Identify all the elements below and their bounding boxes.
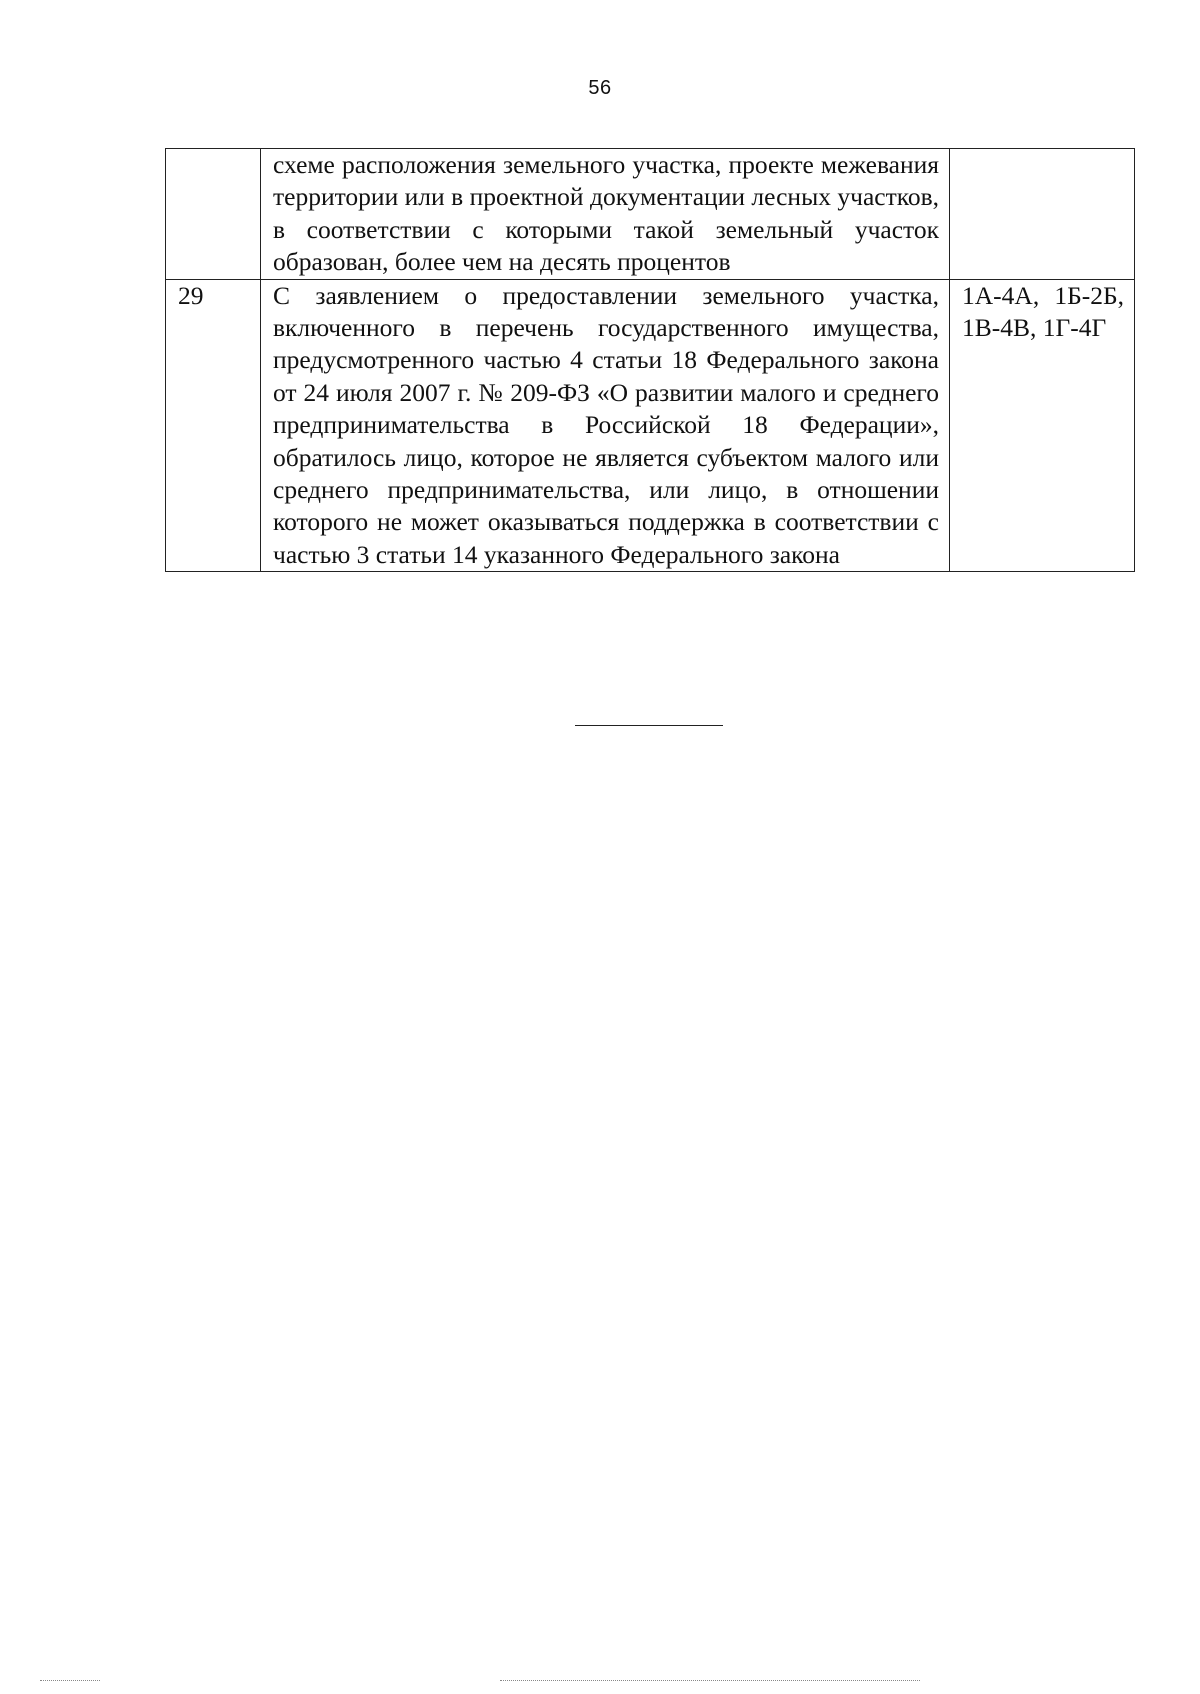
row-number-cell [166, 149, 261, 280]
row-text-cell: схеме расположения земельного участка, проекте межевания территории или в проектной документации лесных участков, в соответствии с которыми такой земельный участок образован, более чем на десять процентов [261, 149, 950, 280]
page-number: 56 [588, 77, 612, 99]
scan-artifact-line [500, 1680, 920, 1682]
grounds-table [165, 148, 1135, 572]
row-codes-cell [950, 149, 1135, 280]
row-number-cell: 29 [166, 279, 261, 572]
row-text-cell: С заявлением о предоставлении земельного участка, включенного в перечень государственного имущества, предусмотренного частью 4 статьи 18 Федерального закона от 24 июля 2007 г. № 209-ФЗ «О развитии малого и среднего предпринимательства в Российской 18 Федерации», обратилось лицо, которое не является субъектом малого или среднего предпринимательства, или лицо, в отношении которого не может оказываться поддержка в соответствии с частью 3 статьи 14 указанного Федерального закона [261, 279, 950, 572]
table-row [166, 279, 1135, 572]
row-codes-cell: 1А-4А, 1Б-2Б, 1В-4В, 1Г-4Г [950, 279, 1135, 572]
table-row [166, 149, 1135, 280]
end-of-document-rule [575, 725, 723, 726]
scan-artifact-dots [40, 1680, 100, 1682]
